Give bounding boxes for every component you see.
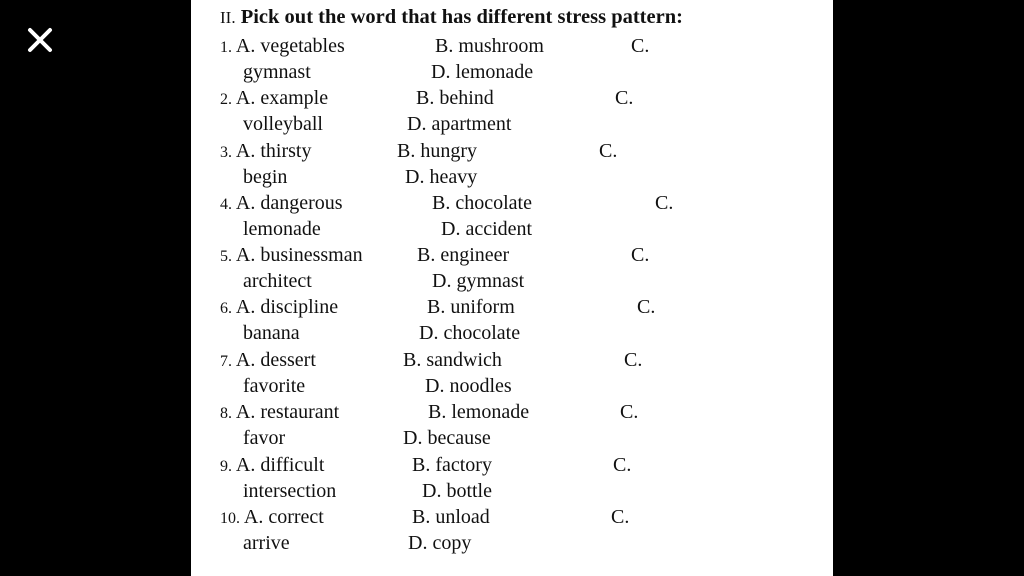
question-option-a: 4. A. dangerous [220, 192, 343, 214]
question-option-c-label: C. [624, 349, 643, 371]
question-option-c-label: C. [631, 35, 650, 57]
question-option-b: B. behind [416, 87, 494, 109]
question-option-d: D. chocolate [419, 322, 521, 344]
question-option-d: D. gymnast [432, 270, 525, 292]
section-number: II. [220, 8, 236, 27]
question-item [191, 295, 833, 347]
question-option-a: 9. A. difficult [220, 454, 325, 476]
question-option-b: B. factory [412, 454, 492, 476]
worksheet-page [191, 0, 833, 576]
question-item [191, 400, 833, 452]
question-option-a: 1. A. vegetables [220, 35, 345, 57]
question-item [191, 139, 833, 191]
question-option-d: D. noodles [425, 375, 512, 397]
question-option-c-word: banana [243, 322, 300, 344]
question-option-c-label: C. [620, 401, 639, 423]
question-option-c-label: C. [631, 244, 650, 266]
question-option-c-word: gymnast [243, 61, 311, 83]
question-option-a: 2. A. example [220, 87, 329, 109]
close-button[interactable] [24, 24, 56, 56]
question-option-c-label: C. [611, 506, 630, 528]
question-option-c-word: favor [243, 427, 286, 449]
question-option-c-word: intersection [243, 480, 337, 502]
question-item [191, 34, 833, 86]
question-option-c-word: lemonade [243, 218, 321, 240]
question-option-c-word: favorite [243, 375, 306, 397]
question-option-c-word: volleyball [243, 113, 323, 135]
question-option-a: 10. A. correct [220, 506, 324, 528]
question-option-d: D. bottle [422, 480, 492, 502]
question-option-a: 8. A. restaurant [220, 401, 340, 423]
question-option-b: B. uniform [427, 296, 515, 318]
question-item [191, 191, 833, 243]
question-item [191, 505, 833, 557]
question-option-d: D. lemonade [431, 61, 534, 83]
question-option-c-word: architect [243, 270, 312, 292]
question-option-b: B. lemonade [428, 401, 530, 423]
question-option-c-label: C. [655, 192, 674, 214]
question-option-d: D. because [403, 427, 491, 449]
instruction-text: Pick out the word that has different stress pattern: [240, 6, 683, 28]
question-item [191, 243, 833, 295]
question-option-a: 7. A. dessert [220, 349, 316, 371]
question-option-b: B. mushroom [435, 35, 544, 57]
question-option-c-word: arrive [243, 532, 290, 554]
close-icon [24, 24, 56, 56]
question-option-d: D. accident [441, 218, 533, 240]
question-option-b: B. unload [412, 506, 490, 528]
question-option-b: B. engineer [417, 244, 510, 266]
question-option-d: D. apartment [407, 113, 512, 135]
question-option-c-word: begin [243, 166, 288, 188]
question-item [191, 348, 833, 400]
question-option-c-label: C. [615, 87, 634, 109]
question-item [191, 86, 833, 138]
instruction-heading [220, 6, 683, 29]
question-option-c-label: C. [613, 454, 632, 476]
question-option-a: 3. A. thirsty [220, 140, 312, 162]
question-option-b: B. sandwich [403, 349, 502, 371]
question-option-d: D. copy [408, 532, 472, 554]
question-option-d: D. heavy [405, 166, 478, 188]
question-option-a: 5. A. businessman [220, 244, 363, 266]
question-option-b: B. hungry [397, 140, 477, 162]
question-option-b: B. chocolate [432, 192, 532, 214]
question-option-a: 6. A. discipline [220, 296, 339, 318]
question-item [191, 453, 833, 505]
question-option-c-label: C. [637, 296, 656, 318]
question-option-c-label: C. [599, 140, 618, 162]
